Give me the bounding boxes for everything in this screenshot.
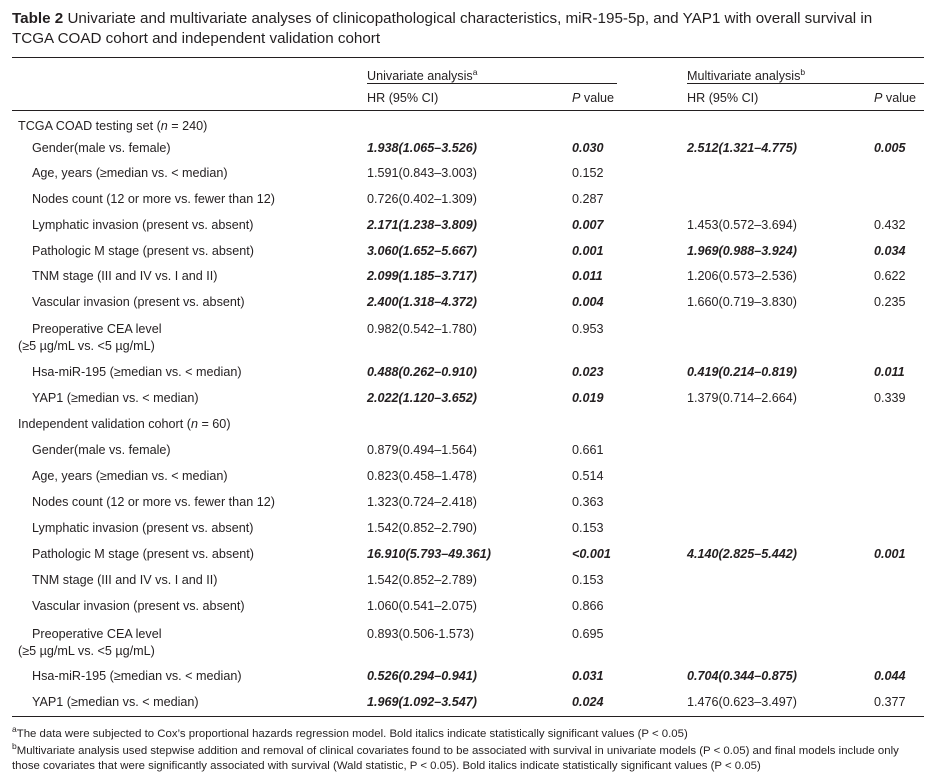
- univariate-hr: 1.542(0.852–2.790): [367, 521, 477, 535]
- multivariate-hr: 1.969(0.988–3.924): [687, 244, 797, 258]
- univariate-hr: 2.400(1.318–4.372): [367, 295, 477, 309]
- univariate-p: 0.514: [572, 469, 604, 483]
- univariate-rule: [367, 83, 617, 84]
- univariate-p: 0.287: [572, 192, 604, 206]
- univariate-p: 0.152: [572, 166, 604, 180]
- row-label-continued: (≥5 µg/mL vs. <5 µg/mL): [18, 644, 155, 658]
- table-label: Table 2: [12, 10, 64, 27]
- row-label-continued: (≥5 µg/mL vs. <5 µg/mL): [18, 339, 155, 353]
- row-label: Age, years (≥median vs. < median): [32, 166, 228, 180]
- univariate-hr: 16.910(5.793–49.361): [367, 547, 491, 561]
- multivariate-header: Multivariate analysis$^b$: [687, 67, 806, 83]
- univariate-p: 0.695: [572, 627, 604, 641]
- multivariate-hr-header: HR (95% CI): [687, 91, 759, 105]
- univariate-p-header: P value: [572, 91, 615, 105]
- univariate-p: 0.001: [572, 244, 604, 258]
- row-label: YAP1 (≥median vs. < median): [32, 391, 199, 405]
- univariate-p: 0.007: [572, 218, 604, 232]
- univariate-hr: 0.893(0.506-1.573): [367, 627, 475, 641]
- univariate-hr: 1.323(0.724–2.418): [367, 495, 477, 509]
- multivariate-p: 0.622: [874, 269, 906, 283]
- univariate-p: <0.001: [572, 547, 611, 561]
- multivariate-p: 0.235: [874, 295, 906, 309]
- univariate-p: 0.153: [572, 521, 604, 535]
- row-label: Pathologic M stage (present vs. absent): [32, 244, 254, 258]
- univariate-p: 0.153: [572, 573, 604, 587]
- multivariate-hr: 1.476(0.623–3.497): [687, 695, 797, 709]
- row-label: Lymphatic invasion (present vs. absent): [32, 218, 254, 232]
- footnote-b: $^b$Multivariate analysis used stepwise addition and removal of clinical covariates found to be associated with survival in univariate models (P < 0.05) and final models include only those covariates that were significantly associated with survival (Wald statistic, P < 0.05). Bold italics indicate statistically significant values (P < 0.05): [12, 741, 899, 772]
- row-label: Nodes count (12 or more vs. fewer than 12): [32, 192, 275, 206]
- univariate-p: 0.866: [572, 599, 604, 613]
- multivariate-rule: [687, 83, 924, 84]
- multivariate-p: 0.377: [874, 695, 906, 709]
- row-label: Vascular invasion (present vs. absent): [32, 599, 245, 613]
- univariate-hr: 0.879(0.494–1.564): [367, 443, 477, 457]
- univariate-p: 0.031: [572, 669, 604, 683]
- row-label: Pathologic M stage (present vs. absent): [32, 547, 254, 561]
- univariate-hr: 0.823(0.458–1.478): [367, 469, 477, 483]
- univariate-hr: 0.982(0.542–1.780): [367, 322, 477, 336]
- univariate-hr: 2.099(1.185–3.717): [367, 269, 477, 283]
- univariate-p: 0.024: [572, 695, 604, 709]
- univariate-hr: 3.060(1.652–5.667): [367, 244, 477, 258]
- multivariate-hr: 4.140(2.825–5.442): [687, 547, 797, 561]
- row-label: Hsa-miR-195 (≥median vs. < median): [32, 669, 242, 683]
- multivariate-hr: 0.704(0.344–0.875): [687, 669, 797, 683]
- row-label: Preoperative CEA level: [32, 627, 162, 641]
- row-label: TNM stage (III and IV vs. I and II): [32, 269, 218, 283]
- section-heading: Independent validation cohort (n = 60): [18, 417, 231, 431]
- univariate-header: Univariate analysis$^a$: [367, 67, 478, 83]
- univariate-hr: 1.938(1.065–3.526): [367, 141, 477, 155]
- univariate-hr: 1.542(0.852–2.789): [367, 573, 477, 587]
- row-label: YAP1 (≥median vs. < median): [32, 695, 199, 709]
- multivariate-p: 0.044: [874, 669, 906, 683]
- top-rule: [12, 57, 924, 58]
- univariate-hr: 0.726(0.402–1.309): [367, 192, 477, 206]
- row-label: Gender(male vs. female): [32, 141, 171, 155]
- univariate-hr-header: HR (95% CI): [367, 91, 439, 105]
- univariate-hr: 1.060(0.541–2.075): [367, 599, 477, 613]
- row-label: Preoperative CEA level: [32, 322, 162, 336]
- section-heading: TCGA COAD testing set (n = 240): [18, 119, 208, 133]
- multivariate-p: 0.001: [874, 547, 906, 561]
- row-label: Gender(male vs. female): [32, 443, 171, 457]
- univariate-p: 0.030: [572, 141, 604, 155]
- univariate-hr: 0.488(0.262–0.910): [367, 365, 477, 379]
- table-caption: [12, 9, 917, 49]
- row-label: Hsa-miR-195 (≥median vs. < median): [32, 365, 242, 379]
- multivariate-hr: 1.206(0.573–2.536): [687, 269, 797, 283]
- bottom-rule: [12, 716, 924, 717]
- table-caption-text: Univariate and multivariate analyses of clinicopathological characteristics, miR-195-5p, and YAP1 with overall survival in TCGA COAD cohort and independent validation cohort: [12, 10, 873, 47]
- univariate-p: 0.011: [572, 269, 603, 283]
- row-label: Lymphatic invasion (present vs. absent): [32, 521, 254, 535]
- univariate-hr: 2.022(1.120–3.652): [367, 391, 477, 405]
- row-label: Vascular invasion (present vs. absent): [32, 295, 245, 309]
- multivariate-hr: 1.453(0.572–3.694): [687, 218, 797, 232]
- univariate-p: 0.363: [572, 495, 604, 509]
- univariate-p: 0.023: [572, 365, 604, 379]
- univariate-p: 0.953: [572, 322, 604, 336]
- row-label: Age, years (≥median vs. < median): [32, 469, 228, 483]
- univariate-p: 0.661: [572, 443, 604, 457]
- multivariate-hr: 0.419(0.214–0.819): [687, 365, 797, 379]
- univariate-p: 0.019: [572, 391, 604, 405]
- multivariate-p-header: P value: [874, 91, 917, 105]
- header-rule: [12, 110, 924, 111]
- row-label: TNM stage (III and IV vs. I and II): [32, 573, 218, 587]
- multivariate-p: 0.034: [874, 244, 906, 258]
- multivariate-hr: 1.379(0.714–2.664): [687, 391, 797, 405]
- univariate-p: 0.004: [572, 295, 604, 309]
- univariate-hr: 1.969(1.092–3.547): [367, 695, 477, 709]
- multivariate-hr: 2.512(1.321–4.775): [687, 141, 797, 155]
- multivariate-hr: 1.660(0.719–3.830): [687, 295, 797, 309]
- univariate-hr: 0.526(0.294–0.941): [367, 669, 477, 683]
- univariate-hr: 1.591(0.843–3.003): [367, 166, 477, 180]
- multivariate-p: 0.005: [874, 141, 906, 155]
- univariate-hr: 2.171(1.238–3.809): [367, 218, 477, 232]
- row-label: Nodes count (12 or more vs. fewer than 12): [32, 495, 275, 509]
- multivariate-p: 0.011: [874, 365, 905, 379]
- multivariate-p: 0.339: [874, 391, 906, 405]
- footnote-a: $^a$The data were subjected to Cox’s proportional hazards regression model. Bold italics indicate statistically significant values (P < 0.05): [12, 724, 688, 740]
- multivariate-p: 0.432: [874, 218, 906, 232]
